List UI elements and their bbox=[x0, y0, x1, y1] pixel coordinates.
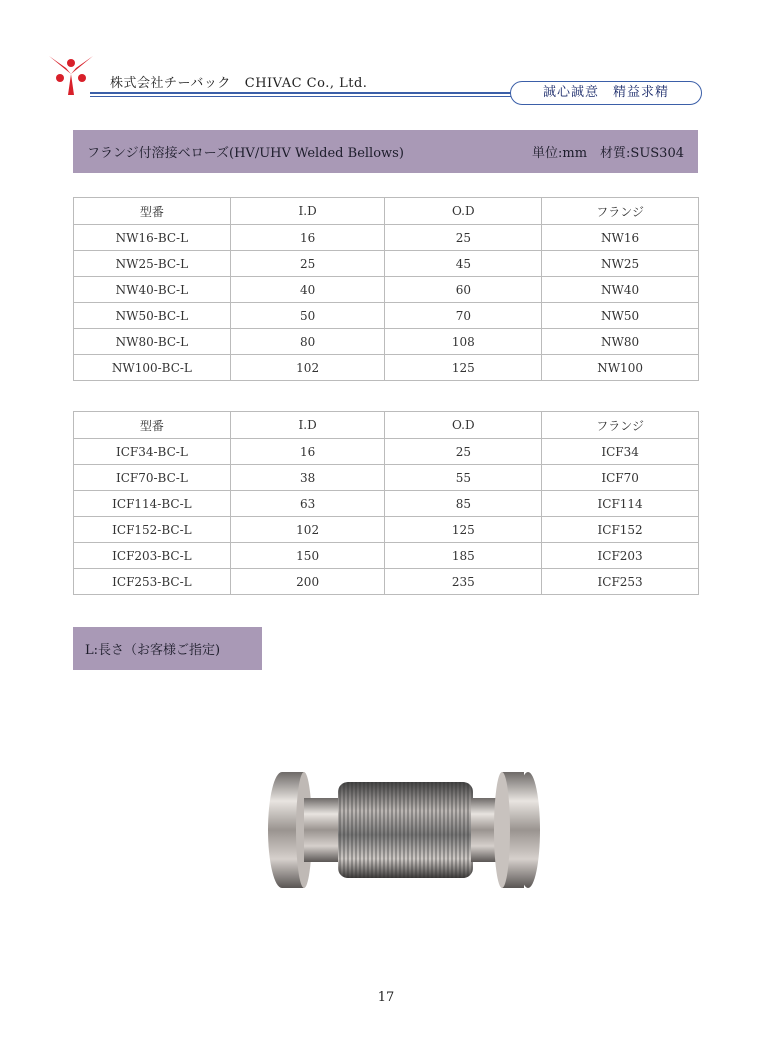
company-logo-icon bbox=[46, 48, 96, 96]
cell-model: ICF203-BC-L bbox=[74, 543, 231, 569]
cell-model: ICF70-BC-L bbox=[74, 465, 231, 491]
cell-model: NW80-BC-L bbox=[74, 329, 231, 355]
cell-od: 70 bbox=[385, 303, 542, 329]
cell-od: 60 bbox=[385, 277, 542, 303]
cell-od: 235 bbox=[385, 569, 542, 595]
col-header-id: I.D bbox=[230, 198, 385, 225]
cell-model: ICF152-BC-L bbox=[74, 517, 231, 543]
cell-flange: NW40 bbox=[542, 277, 699, 303]
cell-od: 125 bbox=[385, 517, 542, 543]
table-row bbox=[74, 491, 699, 517]
cell-flange: ICF114 bbox=[542, 491, 699, 517]
cell-id: 50 bbox=[230, 303, 385, 329]
table-row bbox=[74, 355, 699, 381]
cell-flange: NW50 bbox=[542, 303, 699, 329]
cell-flange: NW16 bbox=[542, 225, 699, 251]
cell-flange: NW80 bbox=[542, 329, 699, 355]
cell-flange: ICF70 bbox=[542, 465, 699, 491]
cell-model: ICF34-BC-L bbox=[74, 439, 231, 465]
table-row bbox=[74, 329, 699, 355]
nw-spec-table bbox=[73, 197, 699, 381]
cell-flange: ICF253 bbox=[542, 569, 699, 595]
cell-od: 25 bbox=[385, 225, 542, 251]
cell-od: 125 bbox=[385, 355, 542, 381]
col-header-od: O.D bbox=[385, 198, 542, 225]
header-rule bbox=[90, 92, 520, 94]
cell-model: NW16-BC-L bbox=[74, 225, 231, 251]
cell-model: NW40-BC-L bbox=[74, 277, 231, 303]
table-row bbox=[74, 303, 699, 329]
cell-model: ICF114-BC-L bbox=[74, 491, 231, 517]
section-title-bar bbox=[73, 130, 698, 173]
col-header-flange: フランジ bbox=[542, 412, 699, 439]
table-row bbox=[74, 251, 699, 277]
cell-id: 40 bbox=[230, 277, 385, 303]
col-header-model: 型番 bbox=[74, 198, 231, 225]
col-header-od: O.D bbox=[385, 412, 542, 439]
table-row bbox=[74, 225, 699, 251]
header-rule-thin bbox=[90, 96, 520, 97]
page-number: 17 bbox=[377, 990, 395, 1005]
motto-badge: 誠心誠意 精益求精 bbox=[510, 81, 702, 105]
col-header-id: I.D bbox=[230, 412, 385, 439]
length-note-bar bbox=[73, 627, 262, 670]
cell-id: 102 bbox=[230, 355, 385, 381]
table-row bbox=[74, 569, 699, 595]
cell-model: ICF253-BC-L bbox=[74, 569, 231, 595]
welded-bellows-photo bbox=[262, 760, 552, 900]
cell-od: 25 bbox=[385, 439, 542, 465]
section-title: フランジ付溶接ベローズ(HV/UHV Welded Bellows) bbox=[87, 146, 404, 161]
company-name-en: CHIVAC Co., Ltd. bbox=[244, 76, 368, 91]
cell-flange: ICF152 bbox=[542, 517, 699, 543]
cell-id: 150 bbox=[230, 543, 385, 569]
cell-model: NW50-BC-L bbox=[74, 303, 231, 329]
cell-flange: NW100 bbox=[542, 355, 699, 381]
icf-spec-table bbox=[73, 411, 699, 595]
table-row bbox=[74, 465, 699, 491]
cell-od: 55 bbox=[385, 465, 542, 491]
company-name bbox=[110, 72, 367, 91]
cell-id: 25 bbox=[230, 251, 385, 277]
cell-id: 16 bbox=[230, 225, 385, 251]
table-header-row bbox=[74, 198, 699, 225]
col-header-flange: フランジ bbox=[542, 198, 699, 225]
cell-id: 200 bbox=[230, 569, 385, 595]
cell-id: 16 bbox=[230, 439, 385, 465]
cell-flange: ICF34 bbox=[542, 439, 699, 465]
cell-model: NW100-BC-L bbox=[74, 355, 231, 381]
cell-id: 63 bbox=[230, 491, 385, 517]
table-row bbox=[74, 543, 699, 569]
cell-flange: ICF203 bbox=[542, 543, 699, 569]
length-note: L:長さ（お客様ご指定) bbox=[85, 643, 221, 658]
unit-material: 単位:mm 材質:SUS304 bbox=[532, 146, 684, 161]
cell-model: NW25-BC-L bbox=[74, 251, 231, 277]
cell-od: 85 bbox=[385, 491, 542, 517]
cell-id: 38 bbox=[230, 465, 385, 491]
table-row bbox=[74, 277, 699, 303]
table-header-row bbox=[74, 412, 699, 439]
cell-flange: NW25 bbox=[542, 251, 699, 277]
table-row bbox=[74, 517, 699, 543]
cell-id: 102 bbox=[230, 517, 385, 543]
col-header-model: 型番 bbox=[74, 412, 231, 439]
cell-od: 45 bbox=[385, 251, 542, 277]
company-name-jp: 株式会社チーバック bbox=[110, 76, 231, 91]
cell-id: 80 bbox=[230, 329, 385, 355]
cell-od: 108 bbox=[385, 329, 542, 355]
cell-od: 185 bbox=[385, 543, 542, 569]
table-row bbox=[74, 439, 699, 465]
